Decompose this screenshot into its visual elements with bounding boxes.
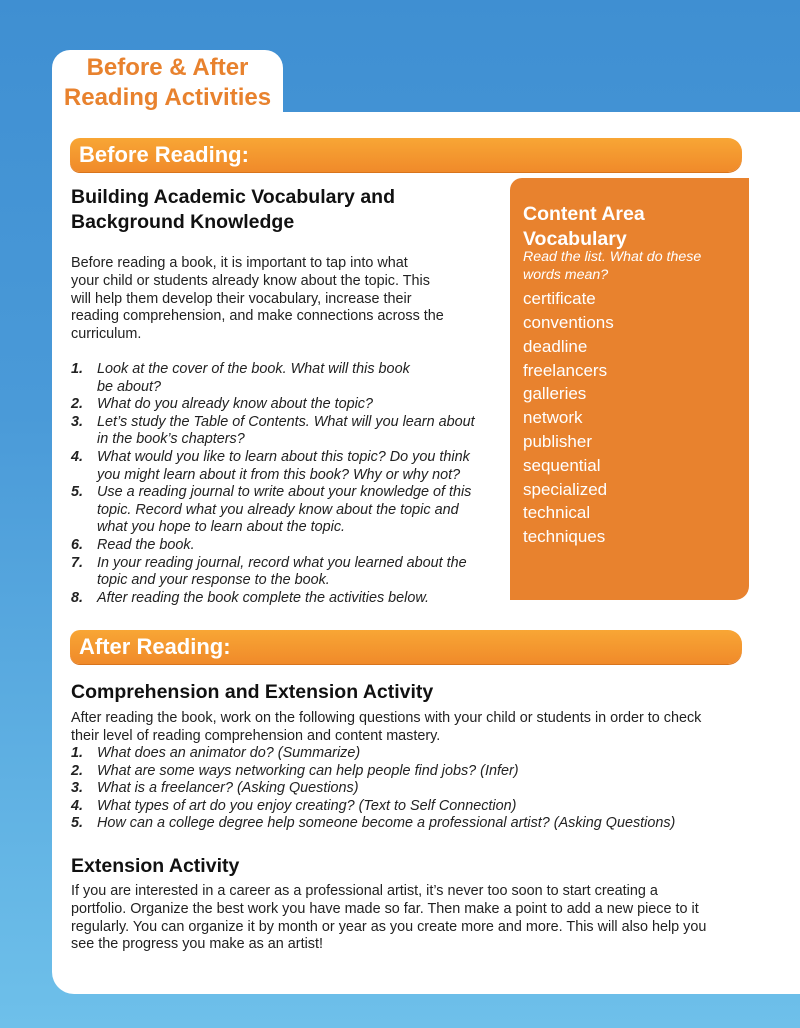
- list-item: [71, 555, 475, 590]
- list-number: 8.: [71, 589, 84, 606]
- list-number: 1.: [71, 361, 84, 377]
- list-item-text: How can a college degree help someone become a professional artist? (Asking Questions): [97, 815, 676, 832]
- list-item: [71, 780, 675, 798]
- list-item-text: Use a reading journal to write about your knowledge of this: [97, 484, 472, 501]
- vocabulary-sidebar: [510, 178, 749, 600]
- vocabulary-heading-line-1: Building Academic Vocabulary and: [71, 186, 395, 208]
- list-item: [71, 361, 475, 396]
- list-number: 3.: [71, 413, 84, 430]
- vocabulary-word: certificate: [523, 289, 596, 309]
- page-title: [52, 50, 283, 116]
- extension-text: [71, 883, 706, 954]
- before-steps-list: [71, 361, 475, 607]
- list-item-text: What would you like to learn about this topic? Do you think: [97, 448, 470, 465]
- extension-text-line: If you are interested in a career as a professional artist, it’s never too soon to start creating a: [71, 883, 658, 899]
- list-item: [71, 537, 475, 555]
- list-item-text: you might learn about it from this book? Why or why not?: [97, 466, 461, 483]
- before-intro-line: will help them develop their vocabulary, increase their: [71, 290, 412, 307]
- list-item: [71, 745, 675, 763]
- page-title-line-1: Before & After: [86, 54, 249, 81]
- list-item-text: In your reading journal, record what you learned about the: [97, 554, 467, 571]
- vocabulary-title: [523, 202, 749, 252]
- list-item-text: topic. Record what you already know about the topic and: [97, 501, 459, 518]
- before-reading-banner: Before Reading:: [70, 138, 742, 172]
- list-item: [71, 414, 475, 449]
- list-number: 4.: [71, 797, 84, 814]
- comprehension-questions-list: [71, 745, 675, 833]
- list-item-text: What does an animator do? (Summarize): [97, 745, 361, 761]
- vocabulary-heading-line-2: Background Knowledge: [71, 211, 295, 233]
- list-item-text: After reading the book complete the activities below.: [97, 589, 429, 606]
- list-number: 3.: [71, 780, 84, 797]
- list-item-text: topic and your response to the book.: [97, 572, 330, 589]
- vocabulary-word: sequential: [523, 455, 601, 475]
- comprehension-intro-line: their level of reading comprehension and content mastery.: [71, 727, 441, 744]
- vocabulary-word: freelancers: [523, 360, 608, 380]
- vocabulary-word: deadline: [523, 336, 588, 356]
- comprehension-heading: Comprehension and Extension Activity: [71, 681, 434, 703]
- list-number: 5.: [71, 484, 84, 501]
- list-item-text: what you hope to learn about the topic.: [97, 519, 346, 536]
- list-number: 6.: [71, 536, 84, 553]
- list-item: [71, 396, 475, 414]
- list-item-text: in the book’s chapters?: [97, 431, 245, 448]
- list-item-text: Read the book.: [97, 536, 195, 553]
- list-item-text: What do you already know about the topic?: [97, 396, 373, 413]
- vocabulary-word: galleries: [523, 384, 587, 404]
- vocabulary-word: conventions: [523, 312, 614, 332]
- vocabulary-word: specialized: [523, 479, 608, 499]
- list-item-text: Let’s study the Table of Contents. What will you learn about: [97, 413, 475, 430]
- list-number: 2.: [71, 396, 84, 413]
- list-item: [71, 763, 675, 781]
- list-item: [71, 815, 675, 833]
- list-item-text: What is a freelancer? (Asking Questions): [97, 780, 359, 797]
- vocabulary-title-line-2: Vocabulary: [523, 228, 627, 250]
- list-number: 5.: [71, 815, 84, 832]
- vocabulary-word: technical: [523, 503, 591, 523]
- vocabulary-instructions: [523, 249, 749, 284]
- vocabulary-title-line-1: Content Area: [523, 203, 645, 225]
- list-number: 4.: [71, 448, 84, 465]
- extension-text-line: regularly. You can organize it by month or year as you create more and more. This will also help you: [71, 918, 707, 935]
- before-intro-line: curriculum.: [71, 326, 142, 343]
- vocabulary-word: techniques: [523, 527, 606, 547]
- before-intro-line: your child or students already know about the topic. This: [71, 272, 430, 289]
- before-intro-line: reading comprehension, and make connections across the: [71, 308, 444, 325]
- vocabulary-word: network: [523, 408, 583, 428]
- extension-heading: Extension Activity: [71, 855, 240, 877]
- vocabulary-word: publisher: [523, 431, 592, 451]
- extension-text-line: see the progress you make as an artist!: [71, 936, 323, 953]
- page-title-line-2: Reading Activities: [63, 84, 272, 111]
- after-reading-banner: After Reading:: [70, 630, 742, 664]
- before-intro-line: Before reading a book, it is important to tap into what: [71, 255, 408, 271]
- list-item-text: What types of art do you enjoy creating? (Text to Self Connection): [97, 797, 517, 814]
- before-intro-text: [71, 255, 444, 344]
- vocabulary-heading: [71, 185, 395, 235]
- vocabulary-instructions-line-1: Read the list. What do these: [523, 249, 702, 265]
- list-number: 7.: [71, 554, 84, 571]
- comprehension-intro-text: [71, 710, 701, 746]
- list-item: [71, 449, 475, 484]
- extension-text-line: portfolio. Organize the best work you have made so far. Then make a point to add a new piece to it: [71, 900, 699, 917]
- vocabulary-word-list: [523, 287, 749, 549]
- list-item-text: be about?: [97, 378, 162, 395]
- list-item: [71, 484, 475, 537]
- list-item: [71, 798, 675, 816]
- list-item: [71, 590, 475, 608]
- list-item-text: What are some ways networking can help people find jobs? (Infer): [97, 762, 519, 779]
- list-number: 1.: [71, 745, 84, 761]
- vocabulary-instructions-line-2: words mean?: [523, 266, 609, 283]
- list-item-text: Look at the cover of the book. What will this book: [97, 361, 410, 377]
- list-number: 2.: [71, 762, 84, 779]
- comprehension-intro-line: After reading the book, work on the following questions with your child or students in order to check: [71, 710, 702, 726]
